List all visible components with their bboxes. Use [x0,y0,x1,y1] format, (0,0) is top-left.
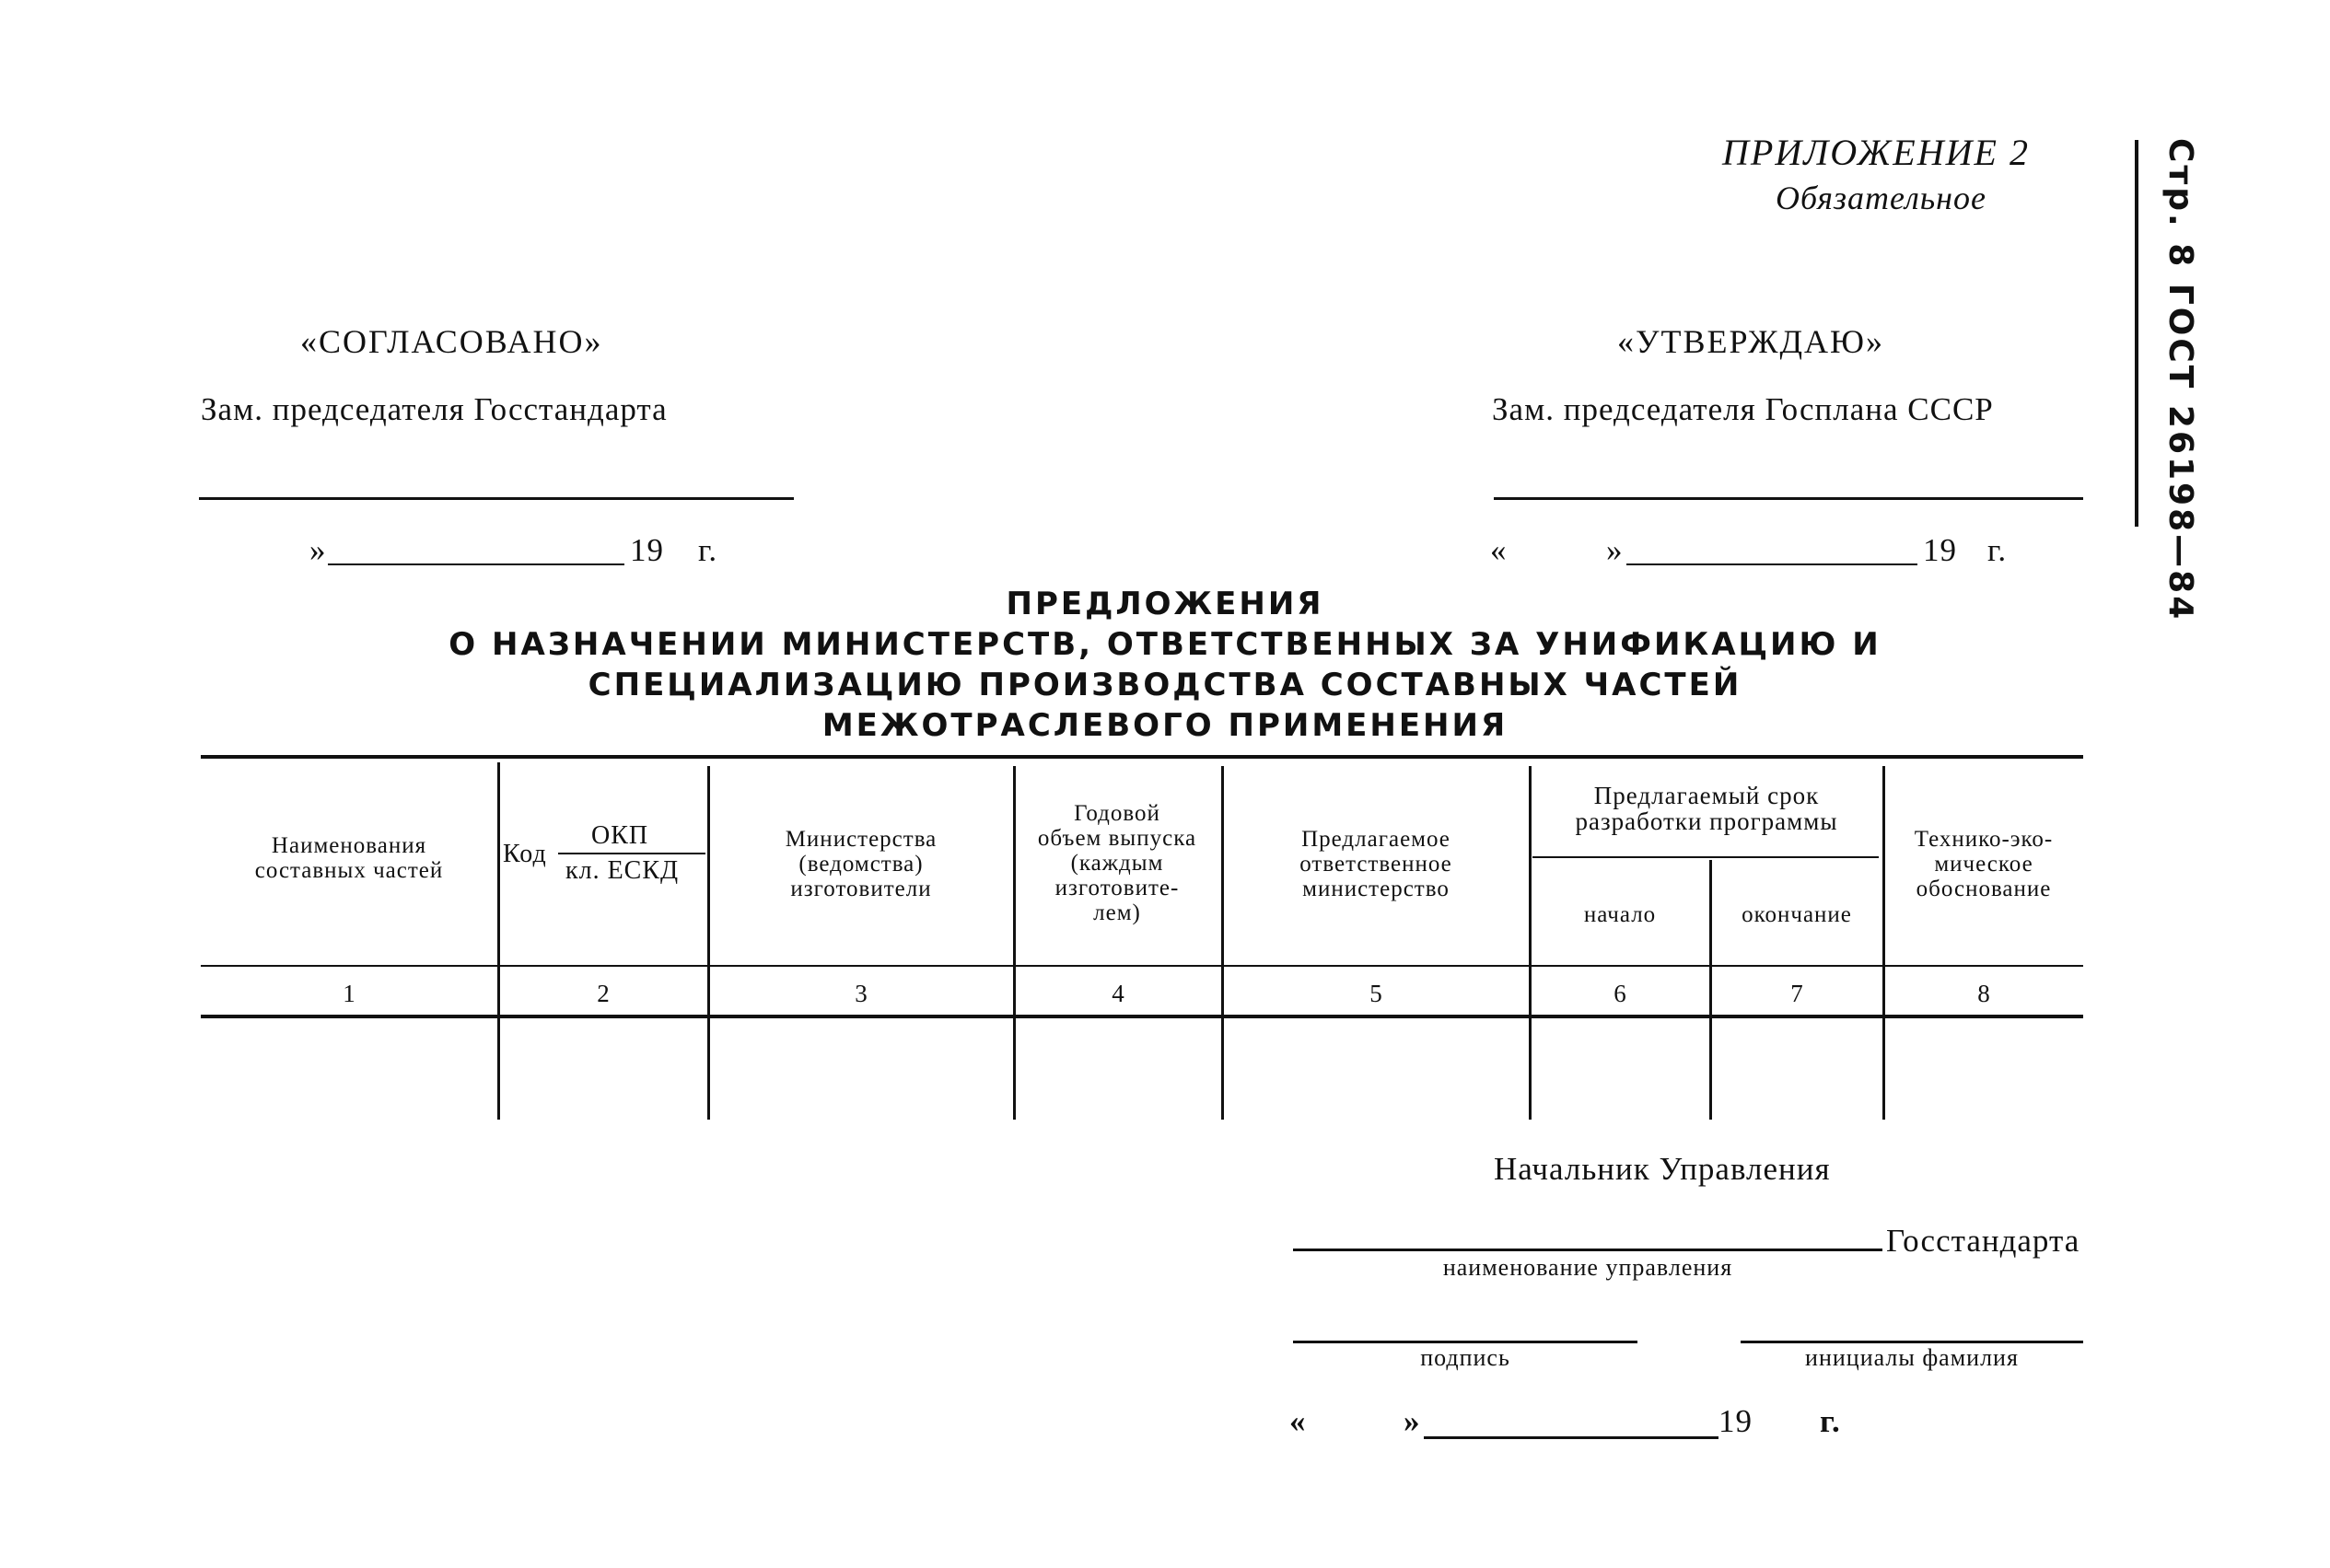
approved-date-g: г. [1987,532,2008,568]
agreed-date-line [328,563,624,565]
footer-dept-caption: наименование управления [1442,1254,1733,1281]
col-header-code [499,821,707,895]
col-number: 5 [1369,980,1382,1007]
agreed-heading: «СОГЛАСОВАНО» [300,323,603,360]
table-col-divider-7 [1882,766,1885,1120]
col-header-start: начало [1583,902,1657,927]
table-header-bottom-rule [201,965,2083,967]
code-numerator: ОКП [591,821,649,850]
footer-date-g: г. [1820,1403,1841,1439]
footer-name-line [1741,1341,2083,1343]
document-title-line-3: СПЕЦИАЛИЗАЦИЮ ПРОИЗВОДСТВА СОСТАВНЫХ ЧАСТЕЙ [588,667,1742,703]
footer-org-suffix: Госстандарта [1886,1223,2080,1259]
page-side-label [2155,138,2207,622]
col-header-justification-line: мическое [1934,852,2033,877]
document-title-line-4: МЕЖОТРАСЛЕВОГО ПРИМЕНЕНИЯ [821,707,1509,744]
footer-dept-line [1293,1249,1882,1251]
col-header-proposed-line: Предлагаемое [1301,827,1450,852]
col-number: 4 [1112,980,1124,1007]
col-number: 8 [1977,980,1990,1007]
col-number: 1 [343,980,355,1007]
col-header-justification-line: обоснование [1916,877,2052,901]
col-header-ministries-line: изготовители [790,877,932,901]
approved-heading: «УТВЕРЖДАЮ» [1617,323,1885,360]
col-header-proposed-line: ответственное [1299,852,1452,877]
col-header-proposed-line: министерство [1302,877,1450,901]
col-header-ministries-line: (ведомства) [798,852,924,877]
col-header-proposed-ministry [1223,827,1529,901]
col-number: 2 [597,980,610,1007]
code-prefix: Код [503,840,547,868]
approved-date-close: » [1606,532,1624,568]
col-header-names [201,833,497,883]
col-header-annual-volume [1013,801,1221,925]
footer-sign-line [1293,1341,1637,1343]
col-header-term-line: разработки программы [1575,807,1838,835]
approved-date-year: 19 [1923,532,1957,568]
code-fraction-bar [558,853,705,854]
code-denominator: кл. ЕСКД [565,856,680,885]
col-header-end: окончание [1742,902,1852,927]
col-header-volume-line: (каждым [1070,851,1164,876]
footer-date-close: » [1404,1403,1421,1439]
col-header-names-line: Наименования [271,833,427,858]
approved-date-open: « [1490,532,1508,568]
footer-sign-caption: подпись [1420,1344,1510,1371]
agreed-position: Зам. председателя Госстандарта [201,391,668,427]
col-number: 7 [1790,980,1803,1007]
col-header-justification [1884,827,2083,901]
table-col-divider-2 [707,766,710,1120]
document-title-line-2: О НАЗНАЧЕНИИ МИНИСТЕРСТВ, ОТВЕТСТВЕННЫХ ЗА УНИФИКАЦИЮ И [449,626,1881,663]
col-header-term-group [1531,783,1882,834]
table-col-divider-4 [1221,766,1224,1120]
col-header-volume-line: лем) [1093,900,1141,925]
footer-date-year: 19 [1718,1403,1753,1439]
col-header-term-line: Предлагаемый срок [1593,782,1820,809]
col-header-volume-line: Годовой [1074,801,1160,826]
table-group-subrule [1532,856,1879,858]
footer-date-line [1424,1436,1718,1439]
agreed-signature-line [199,497,794,500]
approved-date-line [1626,563,1917,565]
side-margin-rule [2135,140,2138,527]
col-header-names-line: составных частей [254,858,444,883]
table-top-rule [201,755,2083,759]
col-header-volume-line: объем выпуска [1037,826,1197,851]
col-number: 6 [1614,980,1626,1007]
approved-position: Зам. председателя Госплана СССР [1492,391,1994,427]
col-number: 3 [855,980,868,1007]
document-title: ПРЕДЛОЖЕНИЯ [1006,586,1324,622]
appendix-status: Обязательное [1776,180,1986,216]
agreed-date-g: г. [698,532,718,568]
col-header-ministries-line: Министерства [785,827,938,852]
appendix-label: ПРИЛОЖЕНИЕ 2 [1722,132,2030,173]
agreed-date-quote: » [309,532,327,568]
col-header-ministries [709,827,1013,901]
footer-name-caption: инициалы фамилия [1805,1344,2019,1371]
agreed-date-year: 19 [630,532,664,568]
table-numbers-bottom-rule [201,1015,2083,1018]
standard-code: Стр. 8 ГОСТ 26198—84 [2161,138,2199,622]
table-col-divider-1 [497,762,500,1120]
footer-date-open: « [1289,1403,1307,1439]
col-header-volume-line: изготовите- [1054,876,1180,900]
approved-signature-line [1494,497,2083,500]
footer-head-title: Начальник Управления [1494,1151,1831,1187]
col-header-justification-line: Технико-эко- [1914,827,2054,852]
